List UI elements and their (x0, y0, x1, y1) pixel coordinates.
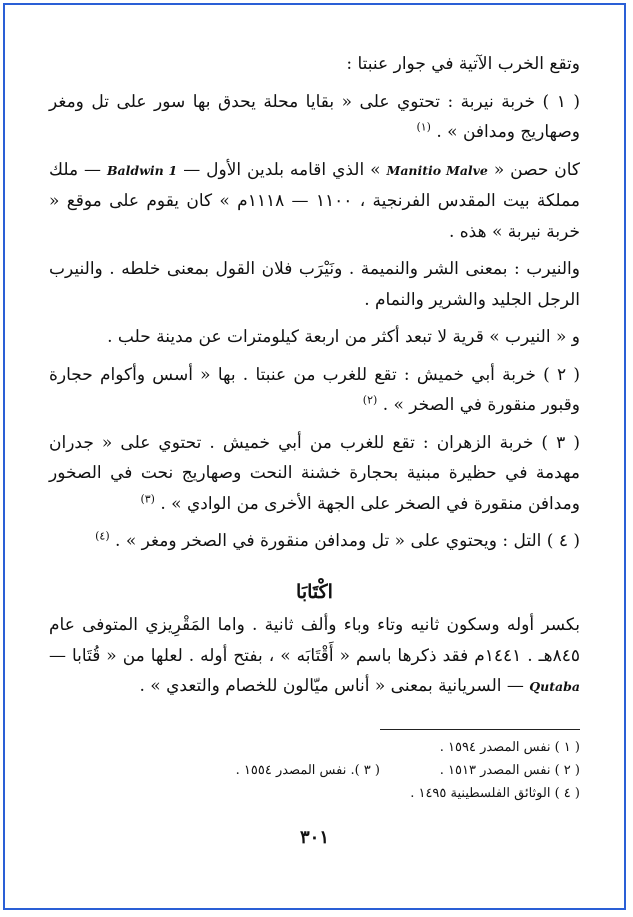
footnote-ref-2: (٢) (362, 393, 378, 407)
page-content (49, 49, 580, 853)
paragraph-abu-khamish (49, 360, 580, 421)
footnote-4: ( ٤ ) الوثائق الفلسطينية ١٤٩٥ . (410, 785, 580, 801)
footnote-1: ( ١ ) نفس المصدر ١٥٩٤ . (439, 739, 580, 755)
paragraph-abu-khamish-text: ( ٢ ) خربة أبي خميش : تقع للغرب من عنبتا . بها « أسس وأكوام حجارة وقبور منقورة في الصخر » . (49, 364, 580, 415)
footnote-divider (380, 729, 580, 730)
paragraph-nayraba-text: ( ١ ) خربة نيربة : تحتوي على « بقايا محلة يحدق بها سور على تل ومغر وصهاريج ومدافن » . (49, 91, 580, 142)
footnote-3: ( ٣ ). نفس المصدر ١٥٥٤ . (235, 762, 380, 778)
paragraph-manitio-after: — ملك مملكة بيت المقدس الفرنجية ، ١١٠٠ — ١١١٨م » كان يقوم على موقع « خربة نيربة » هذه . (49, 159, 580, 242)
latin-term-manitio-malve: Manitio Malve (386, 162, 488, 178)
paragraph-nayraba (49, 87, 580, 148)
page-number: ٣٠١ (299, 826, 329, 848)
intro-line: وتقع الخرب الآتية في جوار عنبتا : (346, 54, 580, 74)
paragraph-zahran-text: ( ٣ ) خربة الزهران : تقع للغرب من أبي خميش . تحتوي على « جدران مهدمة في حظيرة مبنية بحجارة خشنة النحت وصهاريج نحت في الصخور ومدافن منقورة في الصخر على الجهة الأخرى من الوادي » . (49, 432, 580, 514)
paragraph-tell (49, 526, 580, 557)
paragraph-iktaba-before: بكسر أوله وسكون ثانيه وتاء وباء وألف ثانية . واما المَقْرِيزي المتوفى عام ٨٤٥هـ . ١٤٤١م فقد ذكرها باسم « أَقْتَابَه » ، بفتح أوله . لعلها من « قُتَابا — (49, 615, 580, 666)
footnote-2: ( ٢ ) نفس المصدر ١٥١٣ . (439, 762, 580, 778)
paragraph-nayrab-village: و « النيرب » قرية لا تبعد أكثر من اربعة كيلومترات عن مدينة حلب . (107, 327, 580, 347)
paragraph-iktaba (49, 610, 580, 703)
paragraph-tell-text: ( ٤ ) التل : ويحتوي على « تل ومدافن منقورة في الصخر ومغر » . (115, 531, 580, 551)
footnote-ref-4: (٤) (95, 529, 110, 543)
paragraph-manitio-middle: » الذي اقامه بلدين الأول — (183, 159, 381, 180)
paragraph-zahran (49, 428, 580, 520)
paragraph-manitio-before: كان حصن « (493, 159, 581, 180)
section-heading: اكْتَابَا (296, 580, 333, 603)
footnote-row-3 (49, 782, 580, 805)
paragraph-iktaba-after: — السريانية بمعنى « أناس ميّالون للخصام والتعدي » . (139, 676, 524, 696)
footnote-ref-3: (٣) (140, 491, 155, 505)
paragraph-nayrab-meaning: والنيرب : بمعنى الشر والنميمة . ونَيْرَب فلان القول بمعنى خلطه . والنيرب الرجل الجليد والشرير والنمام . (49, 259, 580, 310)
latin-term-baldwin: Baldwin 1 (106, 162, 178, 178)
footnote-row-1 (49, 736, 580, 759)
footnote-ref-1: (١) (416, 120, 431, 134)
footnotes (49, 736, 580, 805)
page-frame (3, 3, 626, 910)
paragraph-manitio-malve (49, 155, 580, 248)
latin-term-qutaba: Qutaba (529, 679, 580, 694)
footnote-row-2 (49, 759, 580, 782)
